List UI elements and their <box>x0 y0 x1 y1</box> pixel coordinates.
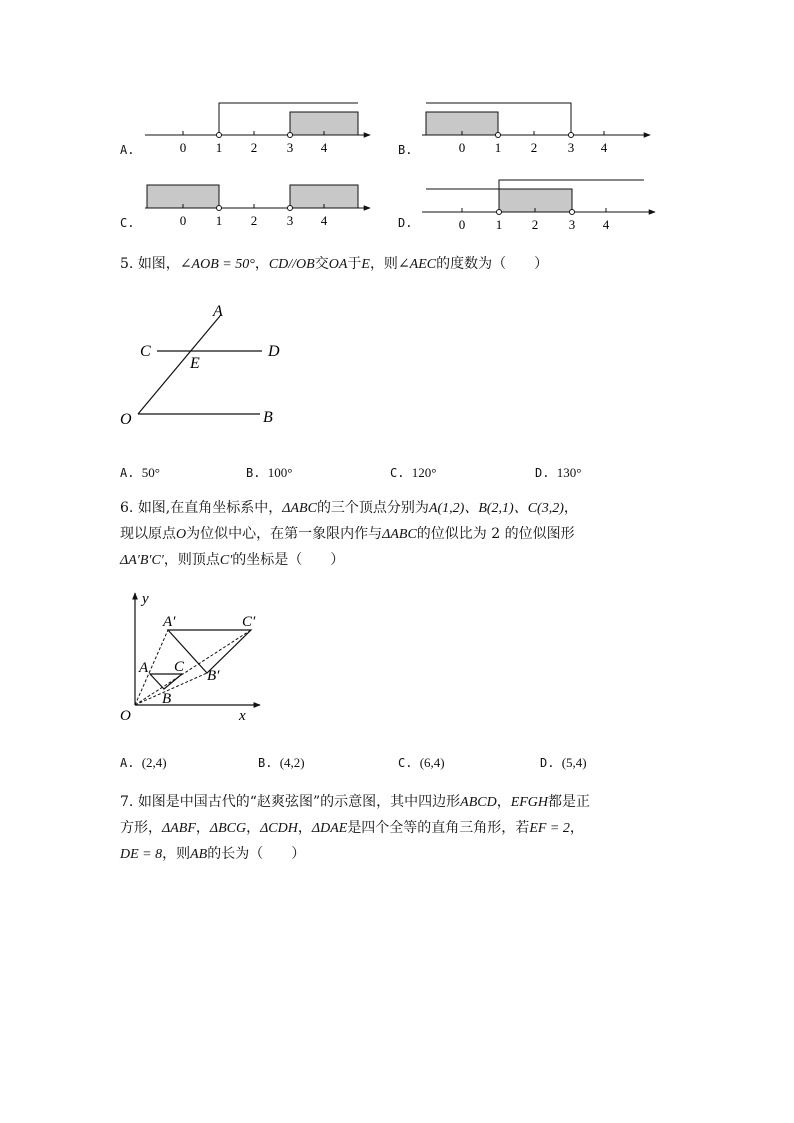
q4-option-c-number-line <box>145 185 370 228</box>
tick-label: 4 <box>320 140 328 155</box>
q5-option-a: A. 50° <box>120 465 160 480</box>
tick-label: 3 <box>568 217 576 232</box>
q6-figure <box>110 585 280 725</box>
tick-label: 3 <box>567 140 575 155</box>
q7-stem-line-2: 方形，ΔABF，ΔBCG，ΔCDH，ΔDAE是四个全等的直角三角形，若EF = 2， <box>120 820 584 836</box>
q6-stem-line-2: 现以原点O为位似中心，在第一象限内作与ΔABC的位似比为 2 的位似图形 <box>120 526 575 542</box>
tick-label: 0 <box>458 140 466 155</box>
label-e: E <box>190 355 200 372</box>
label-b: B <box>162 691 172 707</box>
q6-option-c: C. (6,4) <box>398 755 445 770</box>
label-a-prime: A′ <box>163 614 176 630</box>
question-number: 6. <box>120 500 134 516</box>
label-d: D <box>268 343 280 360</box>
tick-label: 1 <box>215 213 223 228</box>
q5-option-b: B. 100° <box>246 465 293 480</box>
label-a: A <box>213 303 223 320</box>
q4-option-a-number-line <box>145 103 370 155</box>
q4-option-c-letter: C. <box>120 216 135 230</box>
q5-option-d: D. 130° <box>535 465 582 480</box>
q4-option-d-number-line <box>422 180 655 232</box>
tick-label: 0 <box>179 140 187 155</box>
q6-stem-line-3: ΔA′B′C′，则顶点C′的坐标是（ ） <box>120 552 345 568</box>
tick-label: 1 <box>215 140 223 155</box>
label-b: B <box>263 409 273 426</box>
tick-label: 0 <box>179 213 187 228</box>
ray-oa <box>138 316 220 414</box>
q4-number-lines <box>0 0 794 240</box>
tick-label: 2 <box>530 140 538 155</box>
label-y: y <box>142 591 149 607</box>
angle-aob: ∠AOB = 50° <box>179 257 255 272</box>
q4-option-a-letter: A. <box>120 143 135 157</box>
label-a: A <box>139 660 149 676</box>
q6-option-a: A. (2,4) <box>120 755 167 770</box>
label-c: C <box>140 343 151 360</box>
label-o: O <box>120 411 132 428</box>
tick-label: 0 <box>458 217 466 232</box>
q6-stem-line-1: 6. 如图,在直角坐标系中，ΔABC的三个顶点分别为A(1,2)、B(2,1)、C(3,2)， <box>120 500 578 516</box>
tick-label: 4 <box>602 217 610 232</box>
q5-option-c: C. 120° <box>390 465 437 480</box>
q5-stem: 5. 如图，∠AOB = 50°，CD//OB交OA于E，则∠AEC的度数为（ ） <box>120 256 549 272</box>
parallel-relation: CD//OB <box>268 257 315 272</box>
tick-label: 2 <box>531 217 539 232</box>
q4-option-b-letter: B. <box>398 143 413 157</box>
tick-label: 4 <box>320 213 328 228</box>
question-number: 7. <box>120 794 134 810</box>
label-o: O <box>120 708 131 724</box>
tick-label: 2 <box>250 140 258 155</box>
q4-option-b-number-line <box>422 103 650 155</box>
label-x: x <box>239 708 246 724</box>
tick-label: 3 <box>286 140 294 155</box>
q4-option-d-letter: D. <box>398 216 413 230</box>
q6-option-b: B. (4,2) <box>258 755 305 770</box>
label-b-prime: B′ <box>207 668 220 684</box>
tick-label: 3 <box>286 213 294 228</box>
tick-label: 1 <box>495 217 503 232</box>
q7-stem-line-1: 7. 如图是中国古代的“赵爽弦图”的示意图，其中四边形ABCD，EFGH都是正 <box>120 794 591 810</box>
q5-figure <box>110 300 310 435</box>
label-c-prime: C′ <box>242 614 256 630</box>
angle-aec: ∠AEC <box>397 257 437 272</box>
q7-stem-line-3: DE = 8，则AB的长为（ ） <box>120 846 306 862</box>
ray-o-c-prime <box>135 630 251 705</box>
vertex-coords: A(1,2)、B(2,1)、C(3,2) <box>428 501 564 516</box>
label-c: C <box>174 659 185 675</box>
tick-label: 2 <box>250 213 258 228</box>
tick-label: 4 <box>600 140 608 155</box>
tick-label: 1 <box>494 140 502 155</box>
q6-option-d: D. (5,4) <box>540 755 587 770</box>
question-number: 5. <box>120 256 134 272</box>
